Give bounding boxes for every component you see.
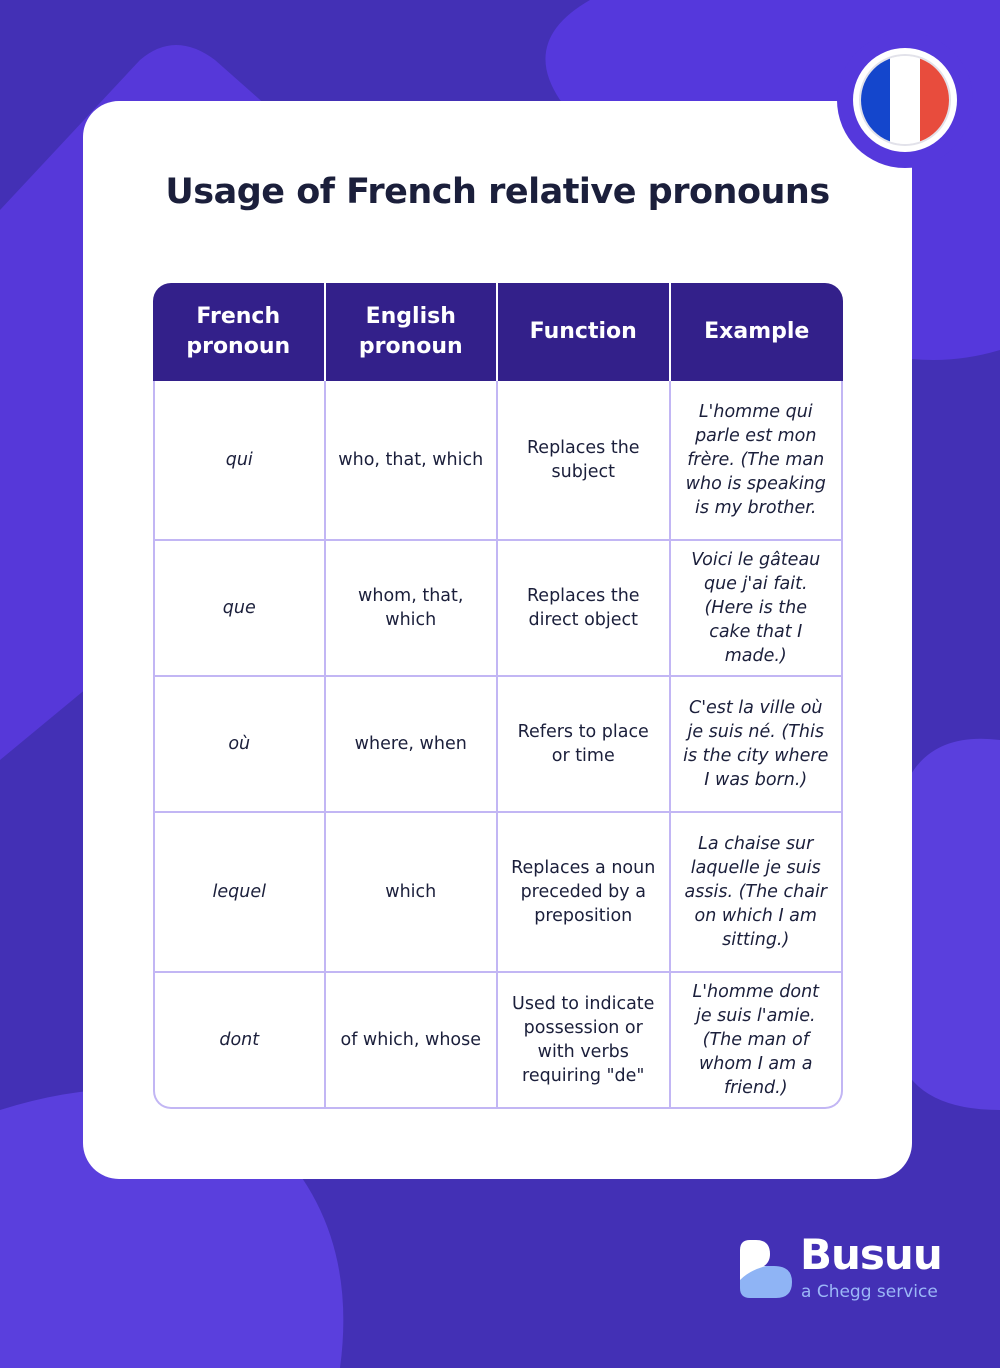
cell-english-pronoun: where, when: [326, 677, 499, 813]
cell-french-pronoun: où: [153, 677, 326, 813]
cell-french-pronoun: qui: [153, 381, 326, 541]
france-flag-icon: [853, 48, 957, 152]
cell-example: La chaise sur laquelle je suis assis. (The chair on which I am sitting.): [671, 813, 844, 973]
cell-english-pronoun: which: [326, 813, 499, 973]
cell-function: Refers to place or time: [498, 677, 671, 813]
cell-example: L'homme dont je suis l'amie. (The man of whom I am a friend.): [671, 973, 844, 1109]
cell-example: L'homme qui parle est mon frère. (The man who is speaking is my brother.: [671, 381, 844, 541]
cell-function: Replaces the subject: [498, 381, 671, 541]
brand-name: Busuu: [800, 1230, 942, 1279]
cell-function: Used to indicate possession or with verbs requiring "de": [498, 973, 671, 1109]
header-function: Function: [498, 283, 671, 381]
header-english-pronoun: English pronoun: [326, 283, 499, 381]
background-shape: [900, 739, 1000, 1110]
table-row: [153, 813, 843, 973]
table-header-row: [153, 283, 843, 381]
pronoun-table: [153, 283, 843, 1109]
brand-tagline: a Chegg service: [801, 1282, 938, 1302]
table-row: [153, 677, 843, 813]
cell-english-pronoun: who, that, which: [326, 381, 499, 541]
cell-english-pronoun: whom, that, which: [326, 541, 499, 677]
header-french-pronoun: French pronoun: [153, 283, 326, 381]
cell-example: C'est la ville où je suis né. (This is the city where I was born.): [671, 677, 844, 813]
busuu-logo: [740, 1230, 960, 1308]
page-title: Usage of French relative pronouns: [165, 172, 830, 212]
cell-english-pronoun: of which, whose: [326, 973, 499, 1109]
cell-function: Replaces a noun preceded by a preposition: [498, 813, 671, 973]
header-example: Example: [671, 283, 844, 381]
cell-french-pronoun: lequel: [153, 813, 326, 973]
busuu-logo-icon: [740, 1240, 792, 1298]
cell-example: Voici le gâteau que j'ai fait. (Here is the cake that I made.): [671, 541, 844, 677]
cell-function: Replaces the direct object: [498, 541, 671, 677]
table-row: [153, 381, 843, 541]
table-row: [153, 541, 843, 677]
table-row: [153, 973, 843, 1109]
cell-french-pronoun: dont: [153, 973, 326, 1109]
cell-french-pronoun: que: [153, 541, 326, 677]
